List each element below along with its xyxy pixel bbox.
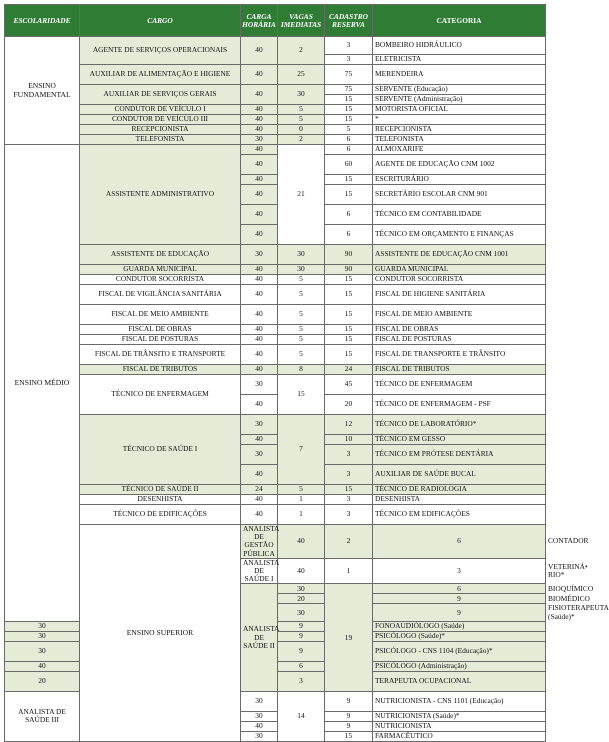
carga-cell: 40 [241,205,278,225]
categoria-cell: FISCAL DE MEIO AMBIENTE [373,305,546,325]
carga-cell: 20 [278,594,325,604]
reserva-cell: 5 [325,125,373,135]
cargo-cell: TÉCNICO DE EDIFICAÇÕES [80,505,241,525]
reserva-cell: 15 [325,325,373,335]
categoria-cell: SERVENTE (Educação) [373,85,546,95]
table-header-row [5,5,546,37]
reserva-cell: 3 [325,445,373,465]
categoria-cell: TÉCNICO EM ORÇAMENTO E FINANÇAS [373,225,546,245]
carga-cell: 30 [5,641,80,661]
reserva-cell: 3 [325,55,373,65]
carga-cell: 40 [241,115,278,125]
carga-cell: 40 [5,661,80,671]
carga-cell: 40 [241,285,278,305]
table-row [5,37,546,55]
table-row [5,145,546,155]
reserva-cell: 75 [325,65,373,85]
reserva-cell: 9 [278,621,325,631]
vagas-cell: 30 [278,85,325,105]
table-row [5,335,546,345]
carga-cell: 20 [5,671,80,691]
categoria-cell: FISCAL DE OBRAS [373,325,546,335]
carga-cell: 40 [241,125,278,135]
categoria-cell: FISCAL DE TRIBUTOS [373,365,546,375]
reserva-cell: 45 [325,375,373,395]
cargo-cell: ANALISTA DE SAÚDE III [5,691,80,741]
reserva-cell: 3 [325,465,373,485]
carga-cell: 40 [241,185,278,205]
vagas-cell: 1 [325,558,373,584]
carga-cell: 30 [241,415,278,435]
cargo-cell: CONDUTOR SOCORRISTA [80,275,241,285]
categoria-cell: PSICÓLOGO - CNS 1104 (Educação)* [373,641,546,661]
categoria-cell: DESENHISTA [373,495,546,505]
categoria-cell: TÉCNICO EM PRÓTESE DENTÁRIA [373,445,546,465]
header-carga-horaria: CARGA HORÁRIA [241,5,278,37]
reserva-cell: 9 [278,641,325,661]
carga-cell: 40 [241,721,278,731]
carga-cell: 40 [241,85,278,105]
table-row [5,415,546,435]
categoria-cell: TÉCNICO DE ENFERMAGEM [373,375,546,395]
vagas-cell: 5 [278,485,325,495]
table-row [5,105,546,115]
vagas-cell: 7 [278,415,325,485]
reserva-cell: 3 [325,495,373,505]
carga-cell: 40 [241,325,278,335]
table-row: ANALISTA DE SAÚDE I 40 1 3 VETERINÁ• RIO* [5,558,546,584]
categoria-cell: CONDUTOR SOCORRISTA [373,275,546,285]
reserva-cell: 90 [325,265,373,275]
reserva-cell: 9 [278,631,325,641]
reserva-cell: 15 [325,95,373,105]
cargo-cell: TÉCNICO DE ENFERMAGEM [80,375,241,415]
carga-cell: 40 [241,37,278,65]
categoria-cell: TÉCNICO DE LABORATÓRIO* [373,415,546,435]
reserva-cell: 60 [325,155,373,175]
header-escolaridade: ESCOLARIDADE [5,5,80,37]
carga-cell: 40 [241,265,278,275]
cargo-cell: DESENHISTA [80,495,241,505]
carga-cell: 40 [241,275,278,285]
table-row [5,65,546,85]
carga-cell: 30 [241,711,278,721]
escolaridade-cell: ENSINO SUPERIOR [80,525,241,742]
table-row [5,485,546,495]
vagas-cell: 25 [278,65,325,85]
vagas-cell: 5 [278,345,325,365]
reserva-cell: 90 [325,245,373,265]
reserva-cell: 3 [325,37,373,55]
categoria-cell: TÉCNICO DE ENFERMAGEM - PSF [373,395,546,415]
reserva-cell: 6 [373,584,546,594]
table-row [5,245,546,265]
escolaridade-cell: ENSINO MÉDIO [5,145,80,622]
carga-cell: 40 [241,155,278,175]
categoria-cell: ALMOXARIFE [373,145,546,155]
table-row [5,285,546,305]
carga-cell: 40 [241,105,278,115]
categoria-cell: ESCRITURÁRIO [373,175,546,185]
reserva-cell: 15 [325,285,373,305]
carga-cell: 30 [241,135,278,145]
cargo-cell: ANALISTA DE SAÚDE II [241,584,278,691]
carga-cell: 40 [241,145,278,155]
reserva-cell: 15 [325,731,373,741]
categoria-cell: TÉCNICO DE RADIOLOGIA [373,485,546,495]
reserva-cell: 6 [325,225,373,245]
vagas-cell: 5 [278,305,325,325]
cargo-cell: FISCAL DE TRÂNSITO E TRANSPORTE [80,345,241,365]
table-row [5,135,546,145]
vagas-cell: 2 [278,135,325,145]
categoria-cell: FISCAL DE POSTURAS [373,335,546,345]
cargo-cell: TELEFONISTA [80,135,241,145]
carga-cell: 40 [241,495,278,505]
vagas-cell: 1 [278,495,325,505]
vagas-cell: 2 [325,525,373,559]
reserva-cell: 15 [325,185,373,205]
carga-cell: 24 [241,485,278,495]
reserva-cell: 20 [325,395,373,415]
table-row [5,275,546,285]
carga-cell: 40 [241,435,278,445]
reserva-cell: 6 [325,205,373,225]
cargo-cell: FISCAL DE TRIBUTOS [80,365,241,375]
carga-cell: 30 [5,621,80,631]
escolaridade-cell: ENSINO FUNDAMENTAL [5,37,80,145]
reserva-cell: 9 [373,604,546,621]
categoria-cell: RECEPCIONISTA [373,125,546,135]
categoria-cell: PSICÓLOGO (Saúde)* [373,631,546,641]
table-row: ANALISTA DE SAÚDE II 30 19 6 BIOQUÍMICO [5,584,546,594]
categoria-cell: NUTRICIONISTA - CNS 1101 (Educação) [373,691,546,711]
header-categoria: CATEGORIA [373,5,546,37]
categoria-cell: TERAPEUTA OCUPACIONAL [373,671,546,691]
categoria-cell: PSICÓLOGO (Administração) [373,661,546,671]
vagas-cell: 8 [278,365,325,375]
categoria-cell: GUARDA MUNICIPAL [373,265,546,275]
carga-cell: 40 [241,345,278,365]
carga-cell: 40 [241,65,278,85]
carga-cell: 30 [241,731,278,741]
carga-cell: 30 [241,445,278,465]
categoria-cell: AGENTE DE EDUCAÇÃO CNM 1002 [373,155,546,175]
table-row [5,115,546,125]
categoria-cell: FISCAL DE TRANSPORTE E TRÂNSITO [373,345,546,365]
table-row [5,505,546,525]
reserva-cell: 6 [325,145,373,155]
vacancy-table-container [4,4,609,742]
reserva-cell: 3 [325,505,373,525]
reserva-cell: 15 [325,335,373,345]
reserva-cell: 10 [325,435,373,445]
carga-cell: 40 [241,305,278,325]
categoria-cell: ASSISTENTE DE EDUCAÇÃO CNM 1001 [373,245,546,265]
reserva-cell: 15 [325,105,373,115]
header-vagas-imediatas: VAGAS IMEDIATAS [278,5,325,37]
vagas-cell: 30 [278,245,325,265]
reserva-cell: 9 [373,594,546,604]
categoria-cell: FONOAUDIÓLOGO (Saúde) [373,621,546,631]
cargo-cell: TÉCNICO DE SAÚDE I [80,415,241,485]
cargo-cell: FISCAL DE OBRAS [80,325,241,335]
table-row [5,365,546,375]
table-row [5,325,546,335]
reserva-cell: 6 [325,135,373,145]
reserva-cell: 9 [325,691,373,711]
cargo-cell: CONDUTOR DE VEÍCULO III [80,115,241,125]
vagas-cell: 0 [278,125,325,135]
reserva-cell: 15 [325,175,373,185]
cargo-cell: RECEPCIONISTA [80,125,241,135]
carga-cell: 40 [241,395,278,415]
cargo-cell: FISCAL DE VIGILÂNCIA SANITÁRIA [80,285,241,305]
reserva-cell: 15 [325,275,373,285]
reserva-cell: 15 [325,115,373,125]
cargo-cell: FISCAL DE MEIO AMBIENTE [80,305,241,325]
cargo-cell: ANALISTA DE GESTÃO PÚBLICA [241,525,278,559]
vacancy-table [4,4,609,742]
reserva-cell: 3 [373,558,546,584]
categoria-cell: SERVENTE (Administração) [373,95,546,105]
vagas-cell: 30 [278,265,325,275]
vagas-cell: 5 [278,115,325,125]
reserva-cell: 6 [373,525,546,559]
vagas-cell: 14 [278,691,325,741]
vagas-cell: 5 [278,275,325,285]
vagas-cell: 2 [278,37,325,65]
carga-cell: 30 [278,584,325,594]
categoria-cell: NUTRICIONISTA [373,721,546,731]
vagas-cell: 1 [278,505,325,525]
carga-cell: 40 [241,225,278,245]
reserva-cell: 24 [325,365,373,375]
categoria-cell: TÉCNICO EM CONTABILIDADE [373,205,546,225]
carga-cell: 30 [241,691,278,711]
vagas-cell: 5 [278,285,325,305]
header-cadastro-reserva: CADASTRO RESERVA [325,5,373,37]
carga-cell: 30 [241,245,278,265]
reserva-cell: 75 [325,85,373,95]
cargo-cell: AUXILIAR DE SERVIÇOS GERAIS [80,85,241,105]
categoria-cell: TELEFONISTA [373,135,546,145]
categoria-cell: ELETRICISTA [373,55,546,65]
table-row: ENSINO SUPERIOR ANALISTA DE GESTÃO PÚBLICA 40 2 6 CONTADOR [5,525,546,559]
reserva-cell: 3 [278,671,325,691]
reserva-cell: 15 [325,485,373,495]
table-row [5,85,546,95]
reserva-cell: 9 [325,721,373,731]
reserva-cell: 6 [278,661,325,671]
carga-cell: 40 [241,365,278,375]
table-row [5,375,546,395]
carga-cell: 40 [241,465,278,485]
categoria-cell: FARMACÊUTICO [373,731,546,741]
table-row [5,305,546,325]
reserva-cell: 15 [325,345,373,365]
vagas-cell: 5 [278,105,325,115]
carga-cell: 40 [241,335,278,345]
table-row: 20 9 BIOMÉDICO [5,594,546,604]
categoria-cell: TÉCNICO EM EDIFICAÇÕES [373,505,546,525]
categoria-cell: TÉCNICO EM GESSO [373,435,546,445]
carga-cell: 40 [278,525,325,559]
table-row [5,495,546,505]
table-row [5,265,546,275]
carga-cell: 40 [241,175,278,185]
reserva-cell: 15 [325,305,373,325]
categoria-cell: * [373,115,546,125]
cargo-cell: GUARDA MUNICIPAL [80,265,241,275]
cargo-cell: AUXILIAR DE ALIMENTAÇÃO E HIGIENE [80,65,241,85]
cargo-cell: ANALISTA DE SAÚDE I [241,558,278,584]
carga-cell: 30 [241,375,278,395]
carga-cell: 30 [278,604,325,621]
cargo-cell: FISCAL DE POSTURAS [80,335,241,345]
cargo-cell: ASSISTENTE ADMINISTRATIVO [80,145,241,245]
categoria-cell: FISCAL DE HIGIENE SANITÁRIA [373,285,546,305]
table-row [5,345,546,365]
table-row: 30 9 FISIOTERAPEUTA (Saúde)* [5,604,546,621]
header-cargo: CARGO [80,5,241,37]
cargo-cell: AGENTE DE SERVIÇOS OPERACIONAIS [80,37,241,65]
vagas-cell: 15 [278,375,325,415]
vagas-cell: 21 [278,145,325,245]
categoria-cell: MERENDEIRA [373,65,546,85]
cargo-cell: TÉCNICO DE SAÚDE II [80,485,241,495]
categoria-cell: MOTORISTA OFICIAL [373,105,546,115]
cargo-cell: ASSISTENTE DE EDUCAÇÃO [80,245,241,265]
vagas-cell: 5 [278,325,325,335]
categoria-cell: BOMBEIRO HIDRÁULICO [373,37,546,55]
carga-cell: 30 [5,631,80,641]
categoria-cell: AUXILIAR DE SAÚDE BUCAL [373,465,546,485]
vagas-cell: 19 [325,584,373,691]
categoria-cell: SECRETÁRIO ESCOLAR CNM 901 [373,185,546,205]
table-row [5,125,546,135]
categoria-cell: NUTRICIONISTA (Saúde)* [373,711,546,721]
carga-cell: 40 [278,558,325,584]
carga-cell: 40 [241,505,278,525]
cargo-cell: CONDUTOR DE VEÍCULO I [80,105,241,115]
vagas-cell: 5 [278,335,325,345]
reserva-cell: 9 [325,711,373,721]
reserva-cell: 12 [325,415,373,435]
